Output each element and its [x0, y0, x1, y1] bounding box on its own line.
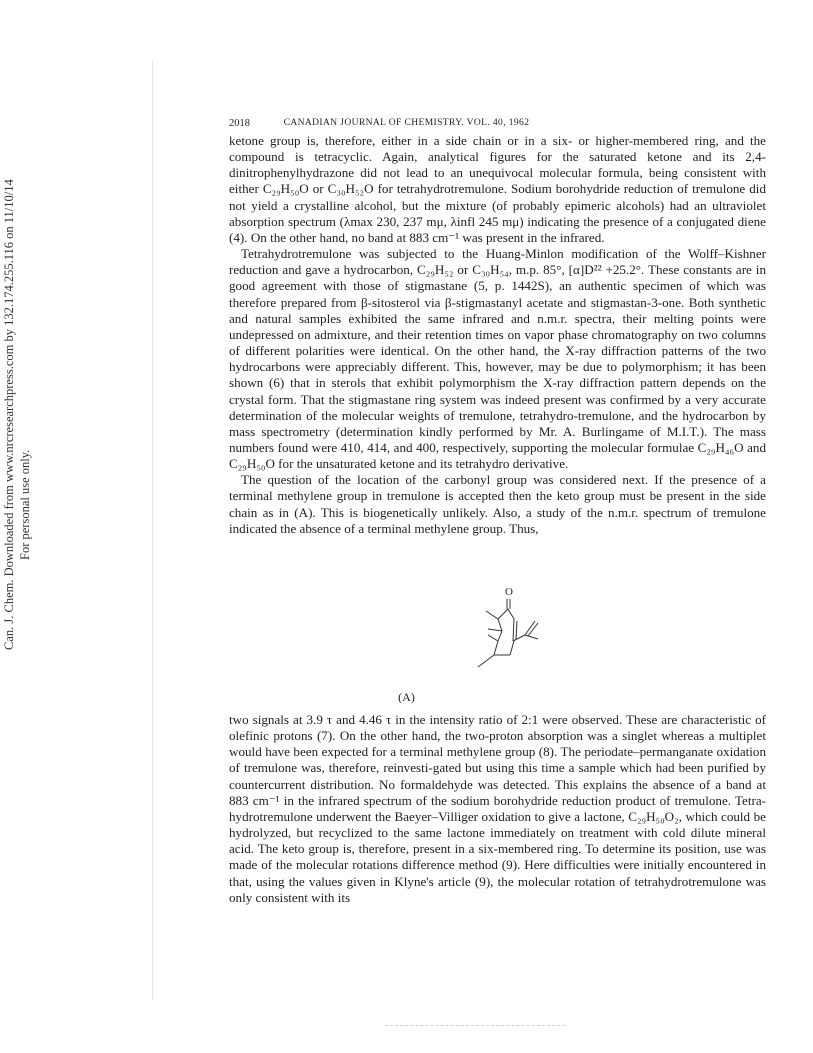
page-number: 2018 [229, 118, 250, 129]
download-watermark [0, 179, 42, 650]
body-text-lower [229, 712, 766, 906]
carbonyl-oxygen-label: O [505, 586, 513, 598]
structure-a-figure [450, 585, 580, 683]
figure-label: (A) [398, 690, 415, 704]
body-text-upper [229, 133, 766, 537]
paragraph-1: ketone group is, therefore, either in a side chain or in a six- or higher-membered ring, and the compound is tetracyclic. Again, analytical figures for the saturated ketone and its 2,4-dinitrophenylhydrazone did not lead to an unequivocal molecular formula, being consistent with either C₂₉H₅₀O or C₃₀H₅₂O for tetrahydrotremulone. Sodium borohydride reduction of tremulone did not yield a crystalline alcohol, but the mixture (of probably epimeric alcohols) had an ultraviolet absorption spectrum (λmax 230, 237 mμ, λinfl 245 mμ) indicating the presence of a conjugated diene (4). On the other hand, no band at 883 cm⁻¹ was present in the infrared. [229, 133, 766, 245]
footer-mark [385, 1025, 565, 1028]
paragraph-2: Tetrahydrotremulone was subjected to the Huang-Minlon modification of the Wolff–Kishner reduction and gave a hydrocarbon, C₂₉H₅₂ or C₃₀H₅₄, m.p. 85°, [α]D²² +25.2°. These constants are in good agreement with those of stigmastane (5, p. 1442S), an authentic specimen of which was therefore prepared from β-sitosterol via β-stigmastanyl acetate and stigmastan-3-one. Both synthetic and natural samples exhibited the same infrared and n.m.r. spectra, their melting points were undepressed on admixture, and their retention times on vapor phase chromatography on two columns of different polarities were identical. On the other hand, the X-ray diffraction patterns of the two hydrocarbons were appreciably different. This, however, may be due to polymorphism; it has been shown (6) that in sterols that exhibit polymorphism the X-ray diffraction pattern depends on the crystal form. That the stigmastane ring system was indeed present was confirmed by a very accurate determination of the molecular weights of tremulone, tetrahydro-tremulone, and the hydrocarbon by mass spectrometry (determination kindly performed by Mr. A. Burlingame of M.I.T.). The mass numbers found were 410, 414, and 400, respectively, supporting the molecular formulae C₂₉H₄₆O and C₂₉H₅₀O for the unsaturated ketone and its tetrahydro derivative. [229, 246, 766, 472]
personal-use-notice: For personal use only. [18, 449, 32, 560]
paragraph-3: The question of the location of the carbonyl group was considered next. If the presence of a terminal methylene group in tremulone is accepted then the keto group must be present in the side chain as in (A). This is biogenetically unlikely. Also, a study of the n.m.r. spectrum of tremulone indicated the absence of a terminal methylene group. Thus, [229, 472, 766, 536]
paragraph-4: two signals at 3.9 τ and 4.46 τ in the intensity ratio of 2:1 were observed. These are characteristic of olefinic protons (7). On the other hand, the two-proton absorption was a singlet whereas a multiplet would have been expected for a terminal methylene group (8). The periodate–permanganate oxidation of tremulone was, therefore, reinvesti-gated but using this time a sample which had been purified by countercurrent distribution. No formaldehyde was detected. This explains the absence of a band at 883 cm⁻¹ in the infrared spectrum of the sodium borohydride reduction product of tremulone. Tetra-hydrotremulone underwent the Baeyer–Villiger oxidation to give a lactone, C₂₉H₅₀O₂, which could be hydrolyzed, but recyclized to the same lactone immediately on treatment with cold dilute mineral acid. The keto group is, therefore, present in a six-membered ring. To determine its position, use was made of the molecular rotations difference method (9). Here difficulties were initially encountered in that, using the values given in Klyne's article (9), the molecular rotation of tetrahydrotremulone was only consistent with its [229, 712, 766, 905]
download-notice: Can. J. Chem. Downloaded from www.nrcresearchpress.com by 132.174.255.116 on 11/10/14 [2, 179, 16, 650]
structure-bonds [478, 599, 538, 667]
running-head-title: CANADIAN JOURNAL OF CHEMISTRY. VOL. 40, 1962 [283, 118, 530, 128]
gutter-line [152, 60, 153, 1000]
